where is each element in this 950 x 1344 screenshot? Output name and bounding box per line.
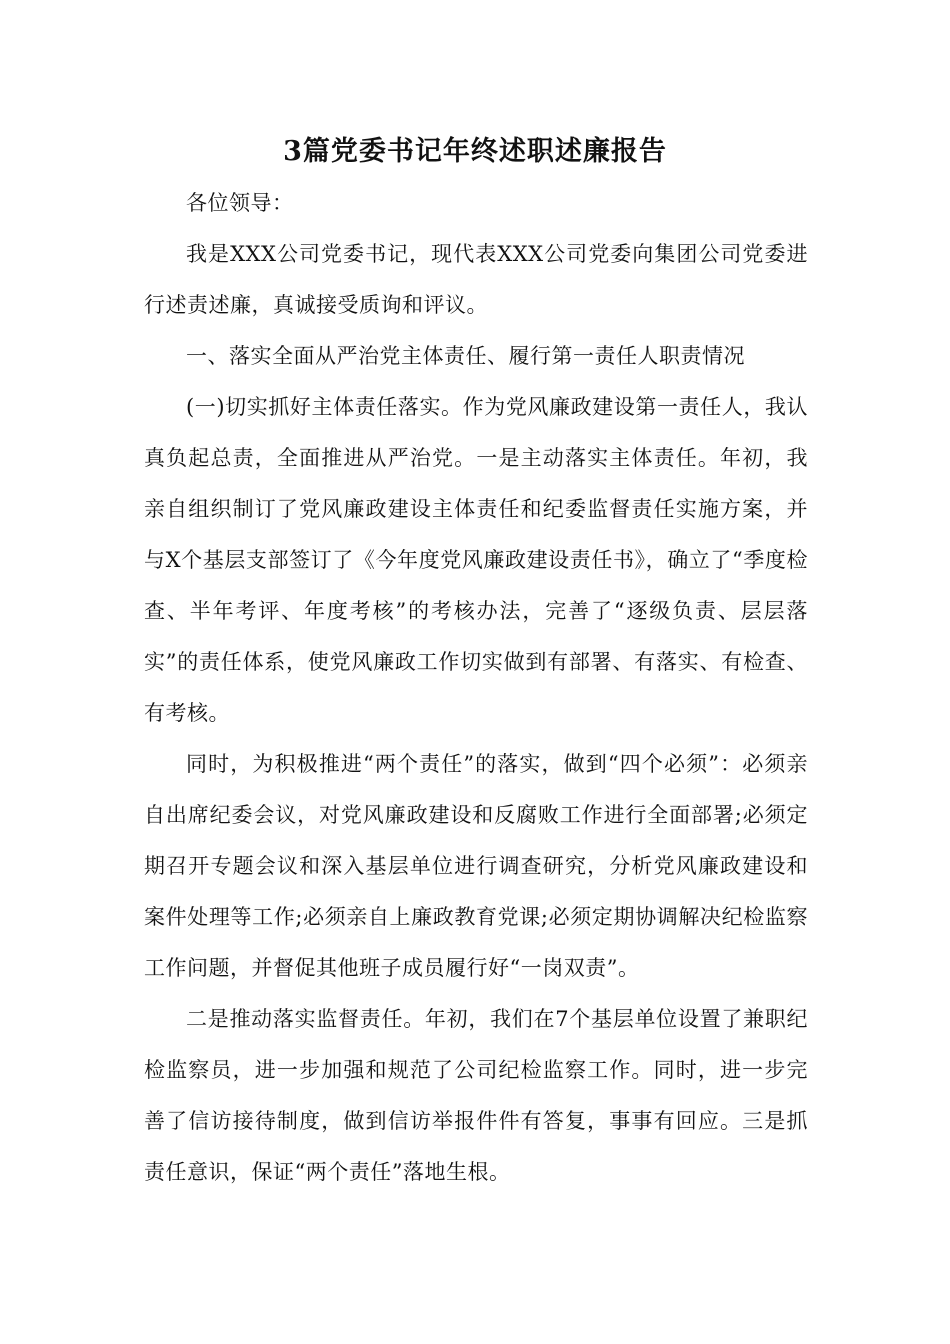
body-paragraph: 二是推动落实监督责任。年初，我们在7个基层单位设置了兼职纪检监察员，进一步加强和规范了公司纪检监察工作。同时，进一步完善了信访接待制度，做到信访举报件件有答复，事事有回应。三是抓责任意识，保证“两个责任”落地生根。 <box>144 1007 808 1184</box>
section-heading: 一、落实全面从严治党主体责任、履行第一责任人职责情况 <box>186 344 745 368</box>
intro-paragraph: 我是XXX公司党委书记，现代表XXX公司党委向集团公司党委进行述责述廉，真诚接受质询和评议。 <box>144 242 808 317</box>
document-body <box>144 178 808 1198</box>
document-title: 3篇党委书记年终述职述廉报告 <box>283 136 667 167</box>
body-paragraph: 同时，为积极推进“两个责任”的落实，做到“四个必须”：必须亲自出席纪委会议，对党风廉政建设和反腐败工作进行全面部署;必须定期召开专题会议和深入基层单位进行调查研究，分析党风廉政建设和案件处理等工作;必须亲自上廉政教育党课;必须定期协调解决纪检监察工作问题，并督促其他班子成员履行好“一岗双责”。 <box>144 752 808 980</box>
body-paragraph: (一)切实抓好主体责任落实。作为党风廉政建设第一责任人，我认真负起总责，全面推进从严治党。一是主动落实主体责任。年初，我亲自组织制订了党风廉政建设主体责任和纪委监督责任实施方案，并与X个基层支部签订了《今年度党风廉政建设责任书》，确立了“季度检查、半年考评、年度考核”的考核办法，完善了“逐级负责、层层落实”的责任体系，使党风廉政工作切实做到有部署、有落实、有检查、有考核。 <box>144 395 808 725</box>
salutation-paragraph: 各位领导： <box>186 191 294 215</box>
